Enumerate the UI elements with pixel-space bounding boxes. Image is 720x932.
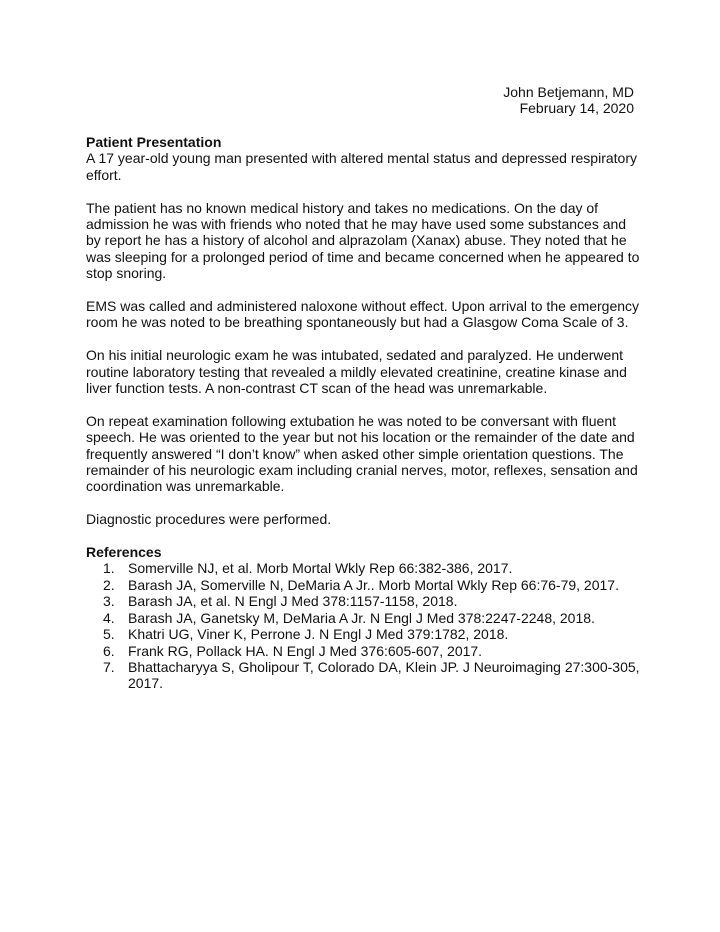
document-header [503,84,634,117]
reference-text: Barash JA, et al. N Engl J Med 378:1157-1158, 2018. [128,593,458,610]
reference-text: Somerville NJ, et al. Morb Mortal Wkly Rep 66:382-386, 2017. [128,560,513,577]
document-body [86,134,642,692]
author-name: John Betjemann, MD [503,84,634,100]
reference-number: 5. [103,626,115,643]
reference-item [86,593,642,609]
ems-paragraph: EMS was called and administered naloxone without effect. Upon arrival to the emergency room he was noted to be breathing spontaneously but had a Glasgow Coma Scale of 3. [86,298,640,331]
diagnostic-procedures-paragraph: Diagnostic procedures were performed. [86,511,332,528]
reference-number: 3. [103,593,115,610]
reference-item [86,659,642,692]
reference-item [86,610,642,626]
reference-text: Frank RG, Pollack HA. N Engl J Med 376:605-607, 2017. [128,642,483,659]
reference-text: Khatri UG, Viner K, Perrone J. N Engl J Med 379:1782, 2018. [128,626,509,643]
reference-item [86,626,642,642]
reference-number: 1. [103,560,115,577]
document-date: February 14, 2020 [519,100,634,117]
reference-number: 6. [103,642,115,659]
reference-item [86,560,642,576]
reference-item [86,577,642,593]
presentation-intro: A 17 year-old young man presented with altered mental status and depressed respiratory effort. [86,150,637,183]
reference-number: 7. [103,658,115,675]
references-list [86,560,642,691]
references-heading: References [86,544,162,561]
repeat-exam-paragraph: On repeat examination following extubation he was noted to be conversant with fluent speech. He was oriented to the year but not his location or the remainder of the date and frequently answered “I don’t know” when asked other simple orientation questions. The remainder of his neurologic exam including cranial nerves, motor, reflexes, sensation and coordination was unremarkable. [86,412,638,495]
initial-exam-paragraph: On his initial neurologic exam he was intubated, sedated and paralyzed. He underwent routine laboratory testing that revealed a mildly elevated creatinine, creatine kinase and liver function tests. A non-contrast CT scan of the head was unremarkable. [86,347,627,397]
reference-text: Bhattacharyya S, Gholipour T, Colorado DA, Klein JP. J Neuroimaging 27:300-305, 2017. [128,658,640,692]
patient-presentation-heading: Patient Presentation [86,134,222,150]
reference-text: Barash JA, Somerville N, DeMaria A Jr.. Morb Mortal Wkly Rep 66:76-79, 2017. [128,576,619,593]
reference-item [86,643,642,659]
reference-number: 4. [103,609,115,626]
reference-number: 2. [103,576,115,593]
history-paragraph: The patient has no known medical history and takes no medications. On the day of admission he was with friends who noted that he may have used some substances and by report he has a history of alcohol and alprazolam (Xanax) abuse. They noted that he was sleeping for a prolonged period of time and became concerned when he appeared to stop snoring. [86,199,640,282]
reference-text: Barash JA, Ganetsky M, DeMaria A Jr. N Engl J Med 378:2247-2248, 2018. [128,609,595,626]
